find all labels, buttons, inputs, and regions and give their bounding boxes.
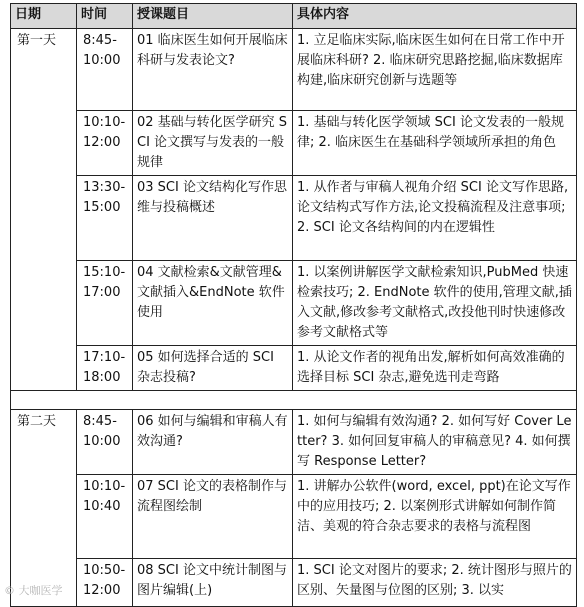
header-row — [11, 4, 577, 29]
table-row — [11, 111, 577, 176]
content-cell: 1. 从论文作者的视角出发,解析如何高效准确的选择目标 SCI 杂志,避免选刊走弯路 — [293, 346, 577, 391]
content-cell: 1. 以案例讲解医学文献检索知识,PubMed 快速检索技巧; 2. EndNote 软件的使用,管理文献,插入文献,修改参考文献格式,改投他刊时快速修改参考文献格式等 — [293, 261, 577, 346]
time-cell: 10:10- 10:40 — [77, 475, 133, 559]
day-cell: 第一天 — [11, 29, 77, 391]
content-cell: 1. 如何与编辑有效沟通? 2. 如何写好 Cover Letter? 3. 如何回复审稿人的审稿意见? 4. 如何撰写 Response Letter? — [293, 410, 577, 475]
topic-cell: 07 SCI 论文的表格制作与流程图绘制 — [133, 475, 293, 559]
content-cell: 1. 从作者与审稿人视角介绍 SCI 论文写作思路,论文结构式写作方法,论文投稿流程及注意事项; 2. SCI 论文各结构间的内在逻辑性 — [293, 176, 577, 261]
topic-cell: 03 SCI 论文结构化写作思维与投稿概述 — [133, 176, 293, 261]
time-cell: 10:50- 12:00 — [77, 559, 133, 607]
topic-cell: 02 基础与转化医学研究 SCI 论文撰写与发表的一般规律 — [133, 111, 293, 176]
content-cell: 1. 讲解办公软件(word, excel, ppt)在论文写作中的应用技巧; 2. 以案例形式讲解如何制作简洁、美观的符合杂志要求的表格与流程图 — [293, 475, 577, 559]
topic-cell: 06 如何与编辑和审稿人有效沟通? — [133, 410, 293, 475]
table-row — [11, 29, 577, 111]
table-row — [11, 410, 577, 475]
spacer-row — [11, 391, 577, 410]
content-cell: 1. SCI 论文对图片的要求; 2. 统计图形与照片的区别、矢量图与位图的区别; 3. 以实 — [293, 559, 577, 607]
topic-cell: 05 如何选择合适的 SCI 杂志投稿? — [133, 346, 293, 391]
time-cell: 8:45- 10:00 — [77, 410, 133, 475]
watermark: © 大咖医学 — [4, 584, 63, 597]
spacer-cell — [11, 391, 577, 410]
content-cell: 1. 基础与转化医学领域 SCI 论文发表的一般规律; 2. 临床医生在基础科学领域所承担的角色 — [293, 111, 577, 176]
header-content: 具体内容 — [293, 4, 577, 29]
table-row — [11, 261, 577, 346]
time-cell: 17:10- 18:00 — [77, 346, 133, 391]
header-time: 时间 — [77, 4, 133, 29]
header-date: 日期 — [11, 4, 77, 29]
content-cell: 1. 立足临床实际,临床医生如何在日常工作中开展临床科研? 2. 临床研究思路挖掘,临床数据库构建,临床研究创新与选题等 — [293, 29, 577, 111]
table-row — [11, 176, 577, 261]
table-row — [11, 346, 577, 391]
table-row — [11, 475, 577, 559]
day-cell: 第二天 — [11, 410, 77, 607]
schedule-table — [10, 3, 577, 607]
table-row — [11, 559, 577, 607]
time-cell: 8:45- 10:00 — [77, 29, 133, 111]
time-cell: 13:30- 15:00 — [77, 176, 133, 261]
topic-cell: 01 临床医生如何开展临床科研与发表论文? — [133, 29, 293, 111]
time-cell: 15:10- 17:00 — [77, 261, 133, 346]
topic-cell: 04 文献检索&文献管理&文献插入&EndNote 软件使用 — [133, 261, 293, 346]
header-topic: 授课题目 — [133, 4, 293, 29]
time-cell: 10:10- 12:00 — [77, 111, 133, 176]
topic-cell: 08 SCI 论文中统计制图与图片编辑(上) — [133, 559, 293, 607]
